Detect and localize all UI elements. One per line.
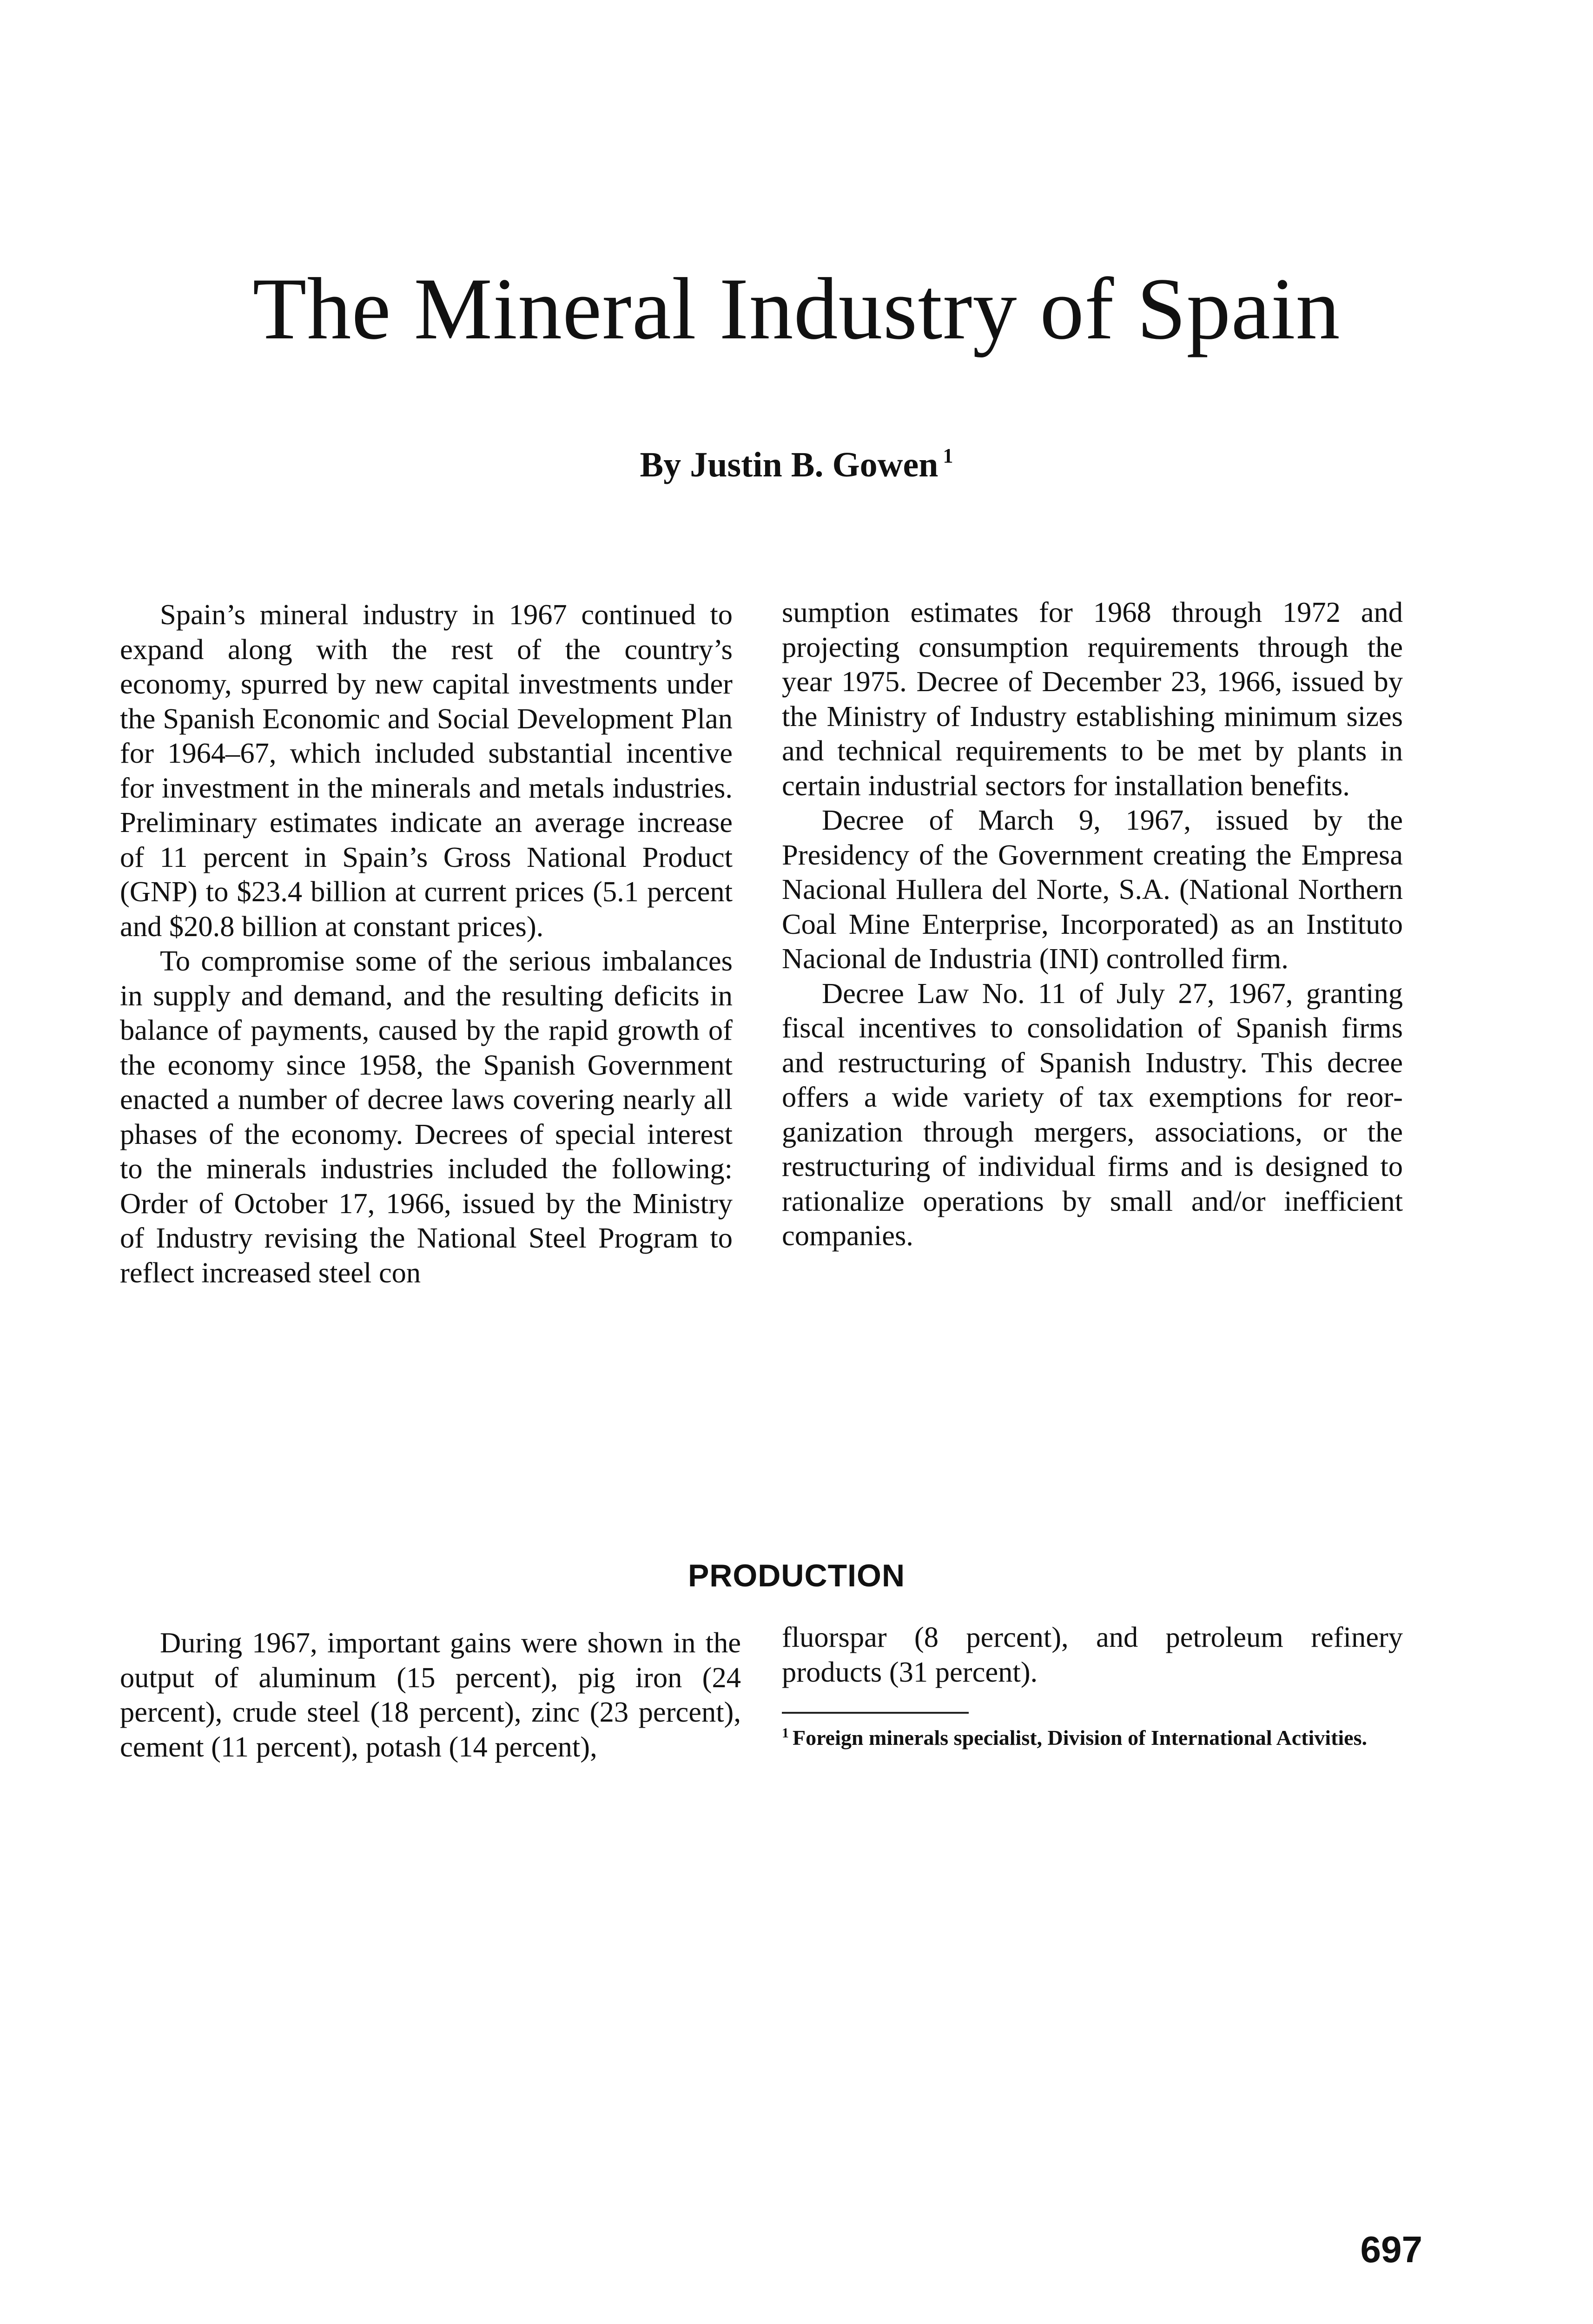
intro-paragraph: Decree Law No. 11 of July 27, 1967, granting fiscal incentives to consolidation of Spanish firms and restructuring of Spanish Industry. This decree offers a wide variety of tax exemptions for reorganization through mergers, associations, or the restructuring of individual firms and is designed to rationalize operations by small and/or inefficient companies. — [782, 977, 1403, 1252]
intro-paragraph: Spain’s mineral industry in 1967 continued to expand along with the rest of the country’s economy, spurred by new capital investments under the Spanish Economic and Social Development Plan for 1964–67, which included substantial incentive for investment in the minerals and metals industries. Preliminary estimates indicate an average increase of 11 percent in Spain’s Gross National Product (GNP) to $23.4 billion at current prices (5.1 percent and $20.8 billion at constant prices). — [120, 598, 733, 943]
production-paragraph-continued: fluorspar (8 percent), and petroleum refinery products (31 percent). — [782, 1621, 1403, 1688]
intro-paragraph: Decree of March 9, 1967, issued by the Presidency of the Government creating the Empresa Nacional Hullera del Norte, S.A. (National Northern Coal Mine Enterprise, Incorporated) as an Instituto Nacional de Industria (INI) controlled firm. — [782, 804, 1403, 975]
footnote-mark: 1 — [782, 1725, 789, 1741]
intro-right-column — [782, 595, 1403, 1253]
production-right-column — [782, 1620, 1403, 1689]
author-footnote-mark: 1 — [943, 444, 953, 467]
author-name: By Justin B. Gowen — [640, 445, 939, 484]
footnote-text: Foreign minerals specialist, Division of International Activities. — [793, 1726, 1367, 1750]
intro-paragraph: To compromise some of the serious imbalances in supply and demand, and the resulting deficits in balance of payments, caused by the rapid growth of the economy since 1958, the Spanish Government enacted a number of decree laws covering nearly all phases of the economy. Decrees of special interest to the minerals industries included the following: Order of October 17, 1966, issued by the Ministry of Industry revising the National Steel Program to reflect increased steel con — [120, 944, 733, 1289]
section-heading-production: PRODUCTION — [687, 1558, 906, 1593]
footnote — [782, 1725, 1403, 1750]
production-left-column — [120, 1625, 741, 1764]
footnote-divider — [782, 1712, 969, 1714]
intro-left-column — [120, 597, 733, 1290]
page-number: 697 — [1360, 2229, 1422, 2270]
production-paragraph: During 1967, important gains were shown in the output of aluminum (15 percent), pig iron (24 percent), crude steel (18 percent), zinc (23 percent), cement (11 percent), potash (14 percent), — [120, 1626, 741, 1763]
article-title: The Mineral Industry of Spain — [252, 260, 1341, 358]
author-byline — [0, 442, 1593, 488]
intro-paragraph-continued: sumption estimates for 1968 through 1972 and projecting consumption requirements through the year 1975. Decree of December 23, 1966, issued by the Ministry of Industry establishing minimum sizes and technical requirements to be met by plants in certain industrial sectors for installation benefits. — [782, 596, 1403, 802]
